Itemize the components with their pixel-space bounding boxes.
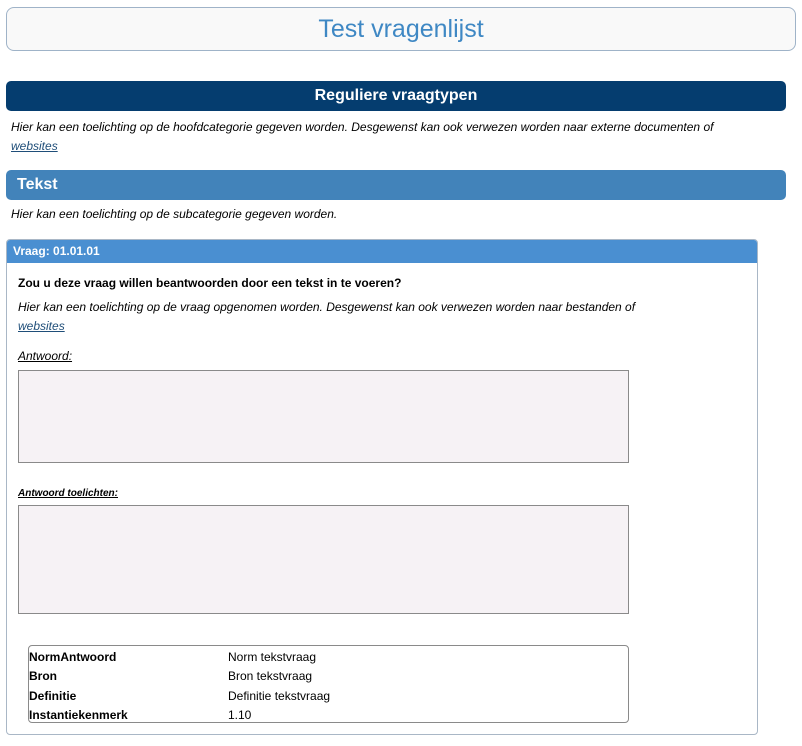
meta-value: Bron tekstvraag (228, 669, 313, 684)
question-panel (6, 239, 758, 735)
category-intro-text: Hier kan een toelichting op de hoofdcategorie gegeven worden. Desgewenst kan ook verwezen worden naar externe documenten of (11, 120, 714, 134)
question-websites-link[interactable]: websites (18, 319, 65, 333)
explain-textarea[interactable] (18, 505, 629, 614)
category-websites-link[interactable]: websites (11, 139, 58, 153)
answer-textarea[interactable] (18, 370, 629, 463)
question-note (18, 298, 738, 336)
question-header: Vraag: 01.01.01 (7, 240, 757, 263)
page-title: Test vragenlijst (6, 7, 796, 51)
meta-row (29, 648, 628, 667)
subcategory-header: Tekst (6, 170, 786, 200)
question-note-text: Hier kan een toelichting op de vraag opgenomen worden. Desgewenst kan ook verwezen worden naar bestanden of (18, 300, 636, 314)
explain-label: Antwoord toelichten: (18, 488, 118, 499)
meta-value: 1.10 (228, 707, 252, 722)
category-header: Reguliere vraagtypen (6, 81, 786, 111)
meta-table (28, 645, 629, 723)
meta-row (29, 667, 628, 686)
answer-label: Antwoord: (18, 349, 73, 363)
meta-row (29, 706, 628, 725)
meta-row (29, 687, 628, 706)
meta-key: Instantiekenmerk (29, 707, 128, 722)
meta-value: Norm tekstvraag (228, 650, 317, 664)
meta-key: Definitie (29, 688, 77, 703)
meta-key: NormAntwoord (29, 650, 117, 664)
question-text: Zou u deze vraag willen beantwoorden door een tekst in te voeren? (18, 276, 402, 290)
meta-key: Bron (29, 669, 57, 684)
category-intro (11, 118, 771, 156)
meta-value: Definitie tekstvraag (228, 688, 331, 703)
subcategory-intro: Hier kan een toelichting op de subcategorie gegeven worden. (11, 207, 338, 221)
